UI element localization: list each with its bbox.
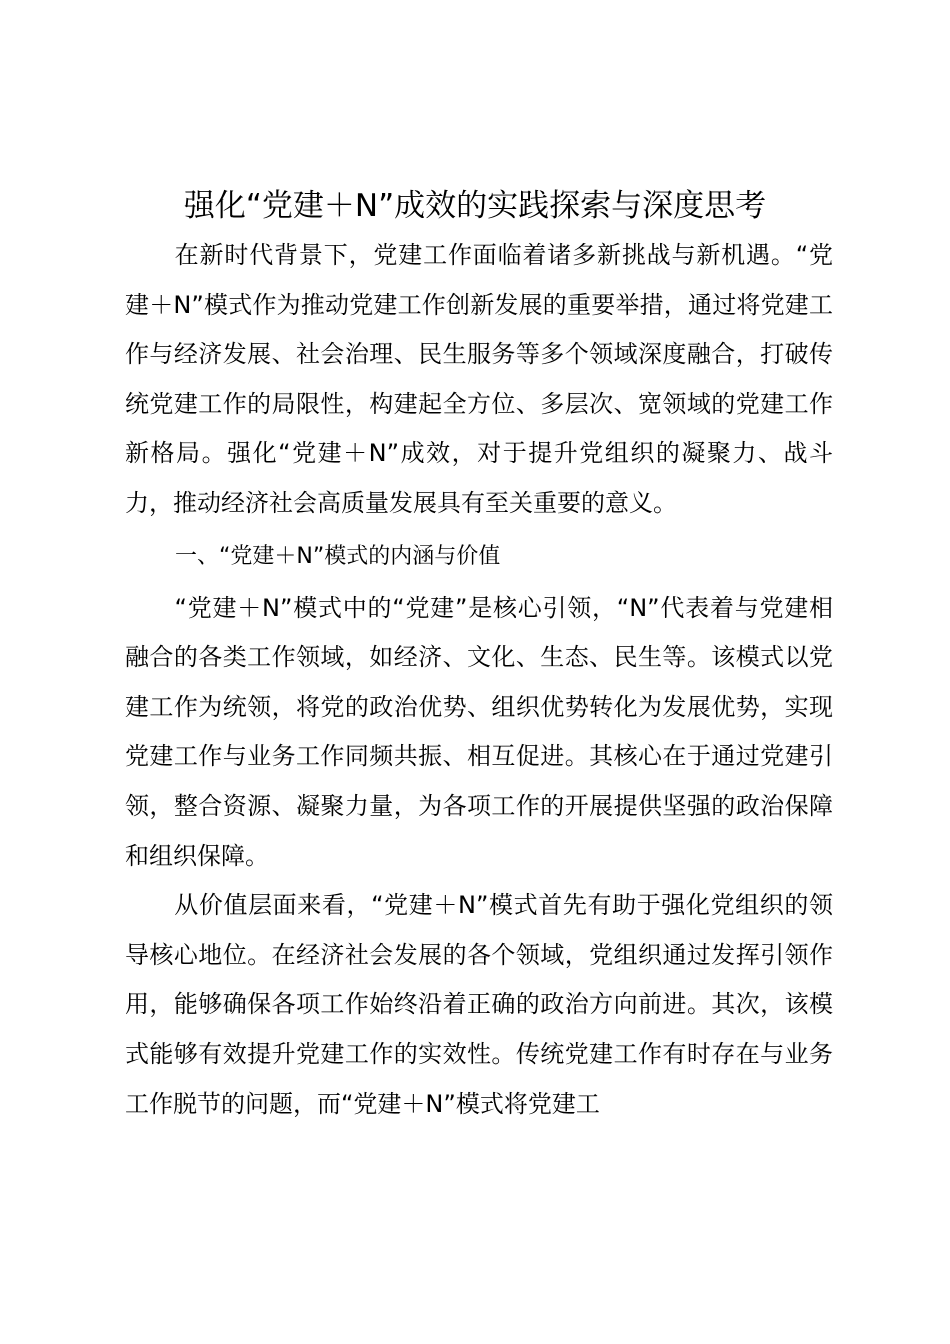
intro-paragraph: 在新时代背景下，党建工作面临着诸多新挑战与新机遇。“党建＋N”模式作为推动党建工作创新发展的重要举措，通过将党建工作与经济发展、社会治理、民生服务等多个领域深度融合，打破传统党建工作的局限性，构建起全方位、多层次、宽领域的党建工作新格局。强化“党建＋N”成效，对于提升党组织的凝聚力、战斗力，推动经济社会高质量发展具有至关重要的意义。 — [125, 241, 833, 517]
value-paragraph: 从价值层面来看，“党建＋N”模式首先有助于强化党组织的领导核心地位。在经济社会发展的各个领域，党组织通过发挥引领作用，能够确保各项工作始终沿着正确的政治方向前进。其次，该模式能够有效提升党建工作的实效性。传统党建工作有时存在与业务工作脱节的问题，而“党建＋N”模式将党建工 — [125, 891, 833, 1118]
document-body — [125, 231, 833, 1129]
document-title: 强化“党建＋N”成效的实践探索与深度思考 — [183, 188, 767, 224]
section-heading: 一、“党建＋N”模式的内涵与价值 — [175, 543, 501, 569]
connotation-paragraph: “党建＋N”模式中的“党建”是核心引领，“N”代表着与党建相融合的各类工作领域，如经济、文化、生态、民生等。该模式以党建工作为统领，将党的政治优势、组织优势转化为发展优势，实现党建工作与业务工作同频共振、相互促进。其核心在于通过党建引领，整合资源、凝聚力量，为各项工作的开展提供坚强的政治保障和组织保障。 — [125, 593, 833, 870]
